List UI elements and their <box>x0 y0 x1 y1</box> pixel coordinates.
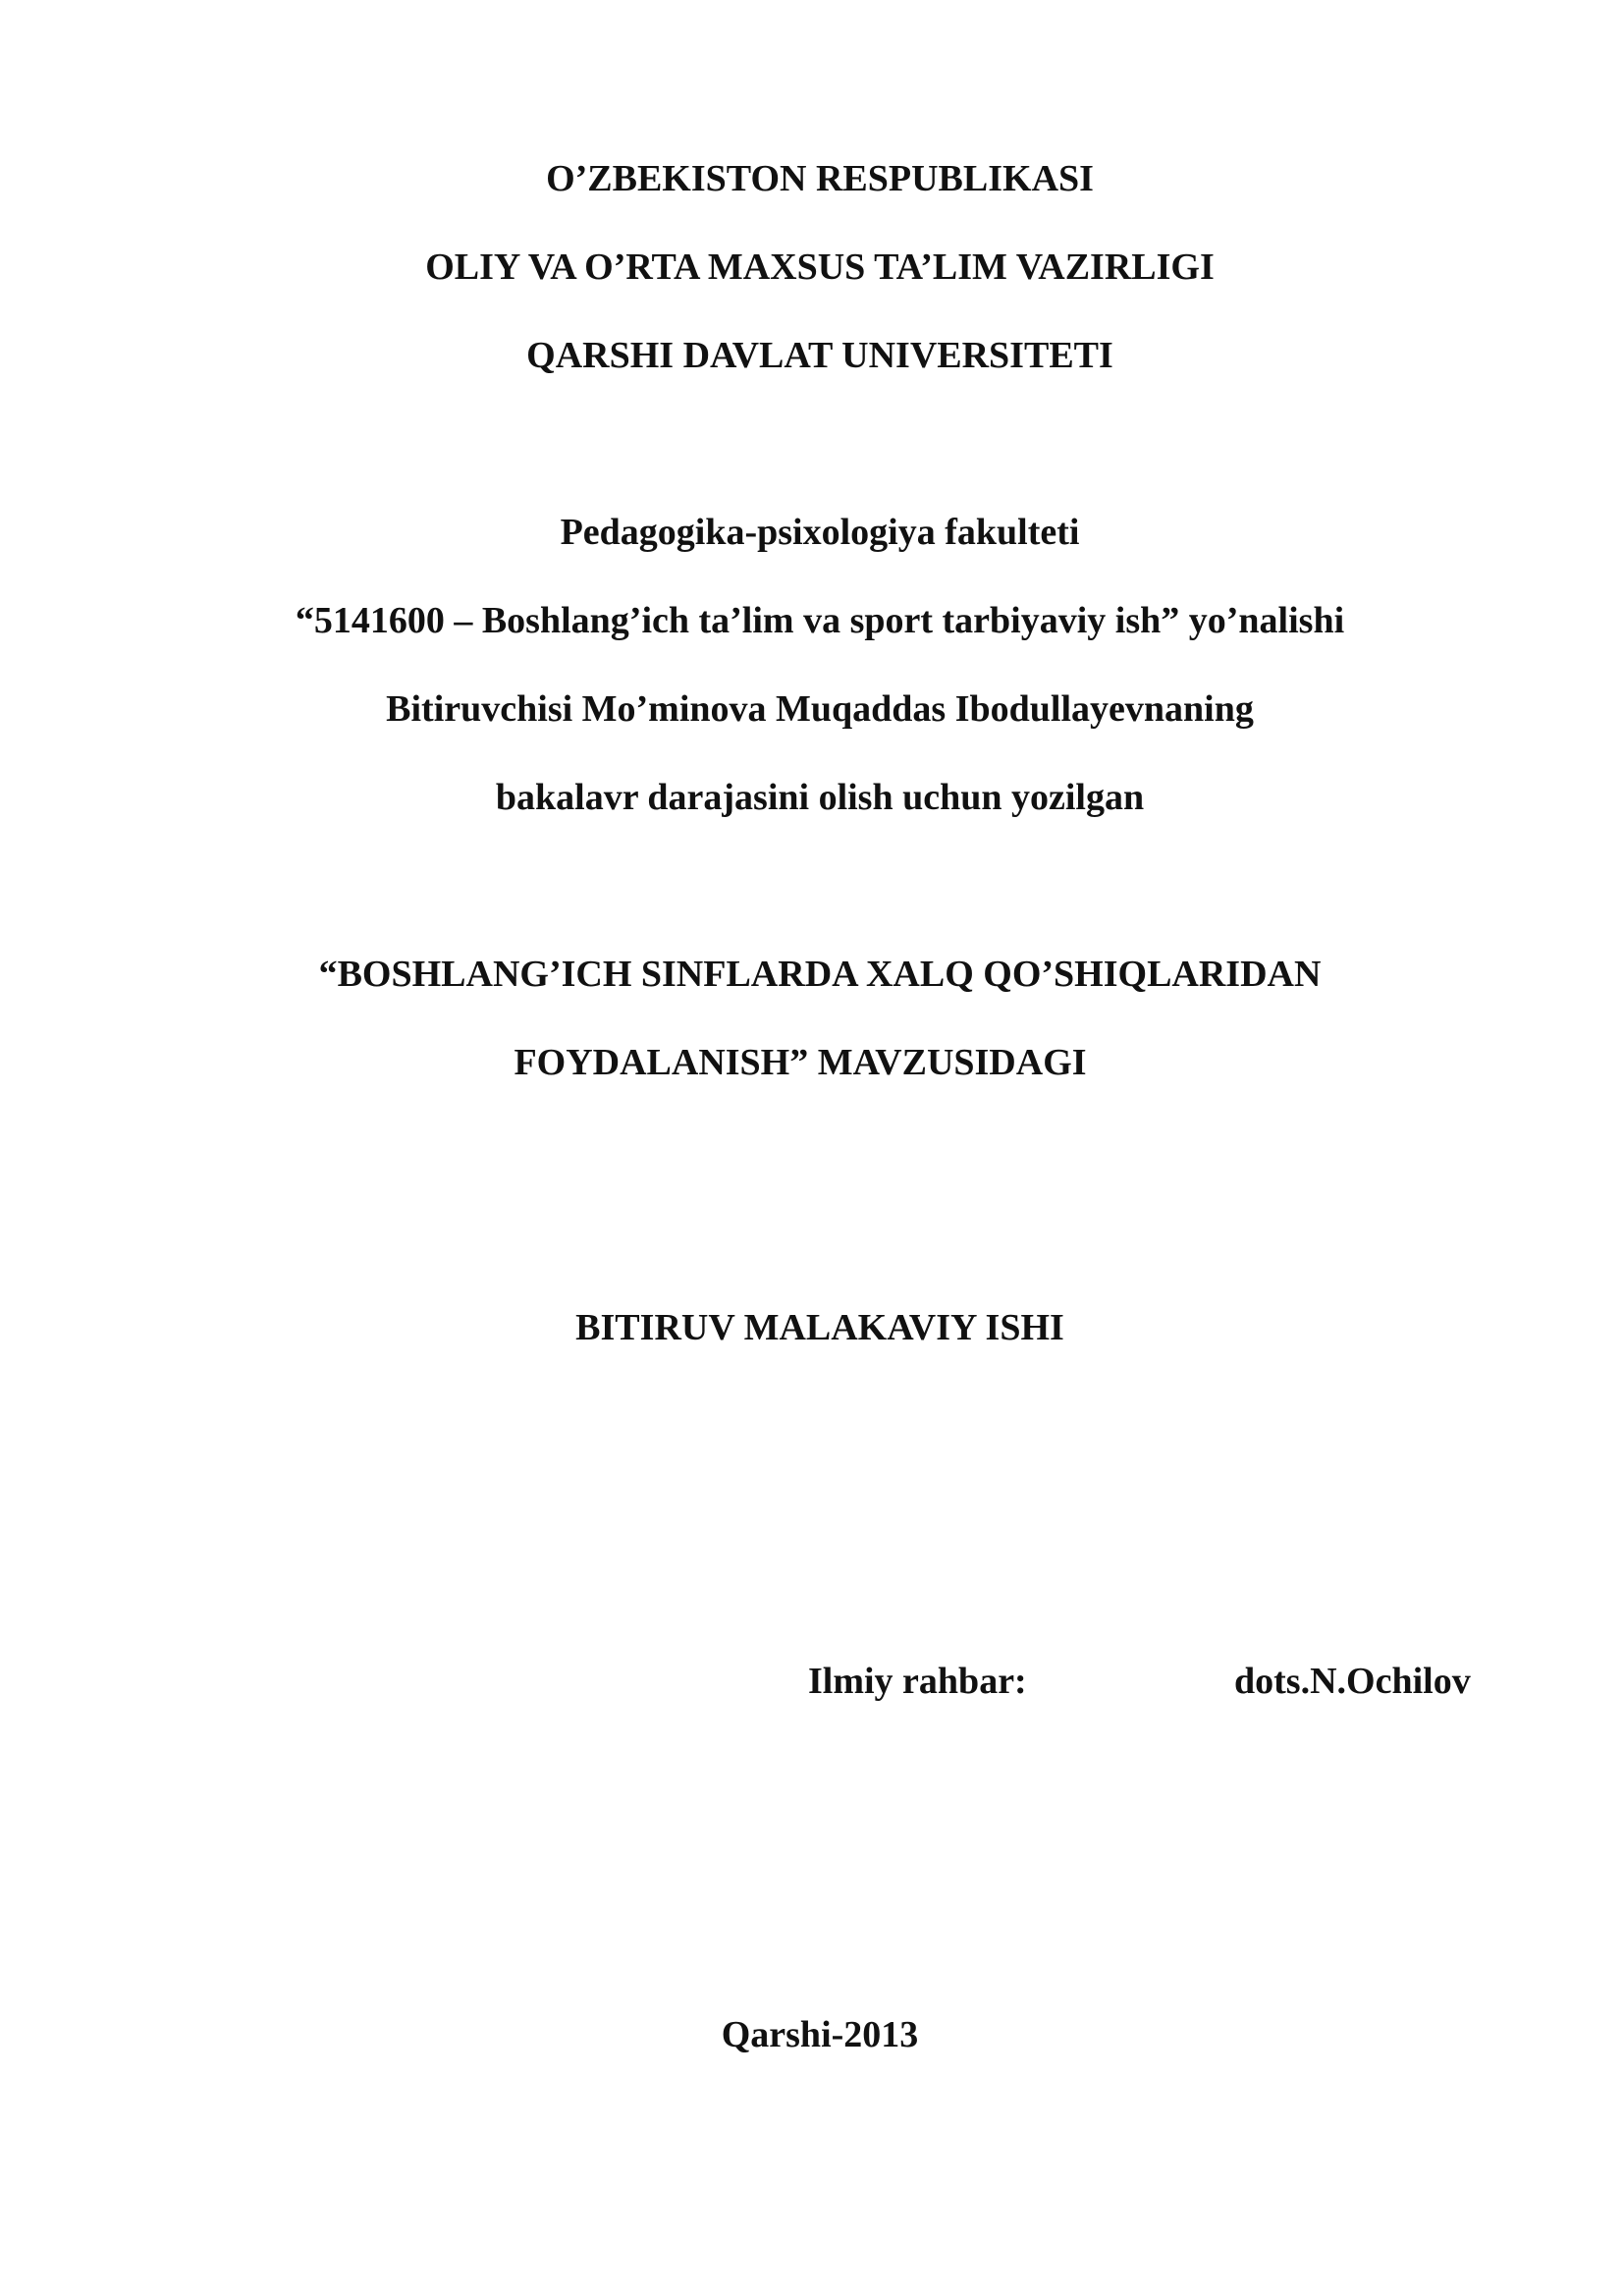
direction-line: “5141600 – Boshlang’ich ta’lim va sport tarbiyaviy ish” yo’nalishi <box>295 600 1345 641</box>
faculty-line: Pedagogika-psixologiya fakulteti <box>560 512 1080 553</box>
supervisor-label: Ilmiy rahbar: <box>808 1661 1027 1702</box>
ministry-heading: OLIY VA O’RTA MAXSUS TA’LIM VAZIRLIGI <box>425 246 1215 288</box>
topic-title-line-1: “BOSHLANG’ICH SINFLARDA XALQ QO’SHIQLARIDAN <box>318 954 1322 995</box>
city-year: Qarshi-2013 <box>721 2014 919 2055</box>
work-type-heading: BITIRUV MALAKAVIY ISHI <box>575 1307 1064 1348</box>
country-heading: O’ZBEKISTON RESPUBLIKASI <box>546 158 1094 199</box>
topic-title-line-2: FOYDALANISH” MAVZUSIDAGI <box>514 1042 1087 1083</box>
supervisor-name: dots.N.Ochilov <box>1234 1661 1471 1702</box>
graduate-line: Bitiruvchisi Mo’minova Muqaddas Ibodullayevnaning <box>386 688 1254 730</box>
university-heading: QARSHI DAVLAT UNIVERSITETI <box>526 335 1113 376</box>
degree-line: bakalavr darajasini olish uchun yozilgan <box>495 777 1145 818</box>
supervisor-row <box>0 1658 1624 1705</box>
